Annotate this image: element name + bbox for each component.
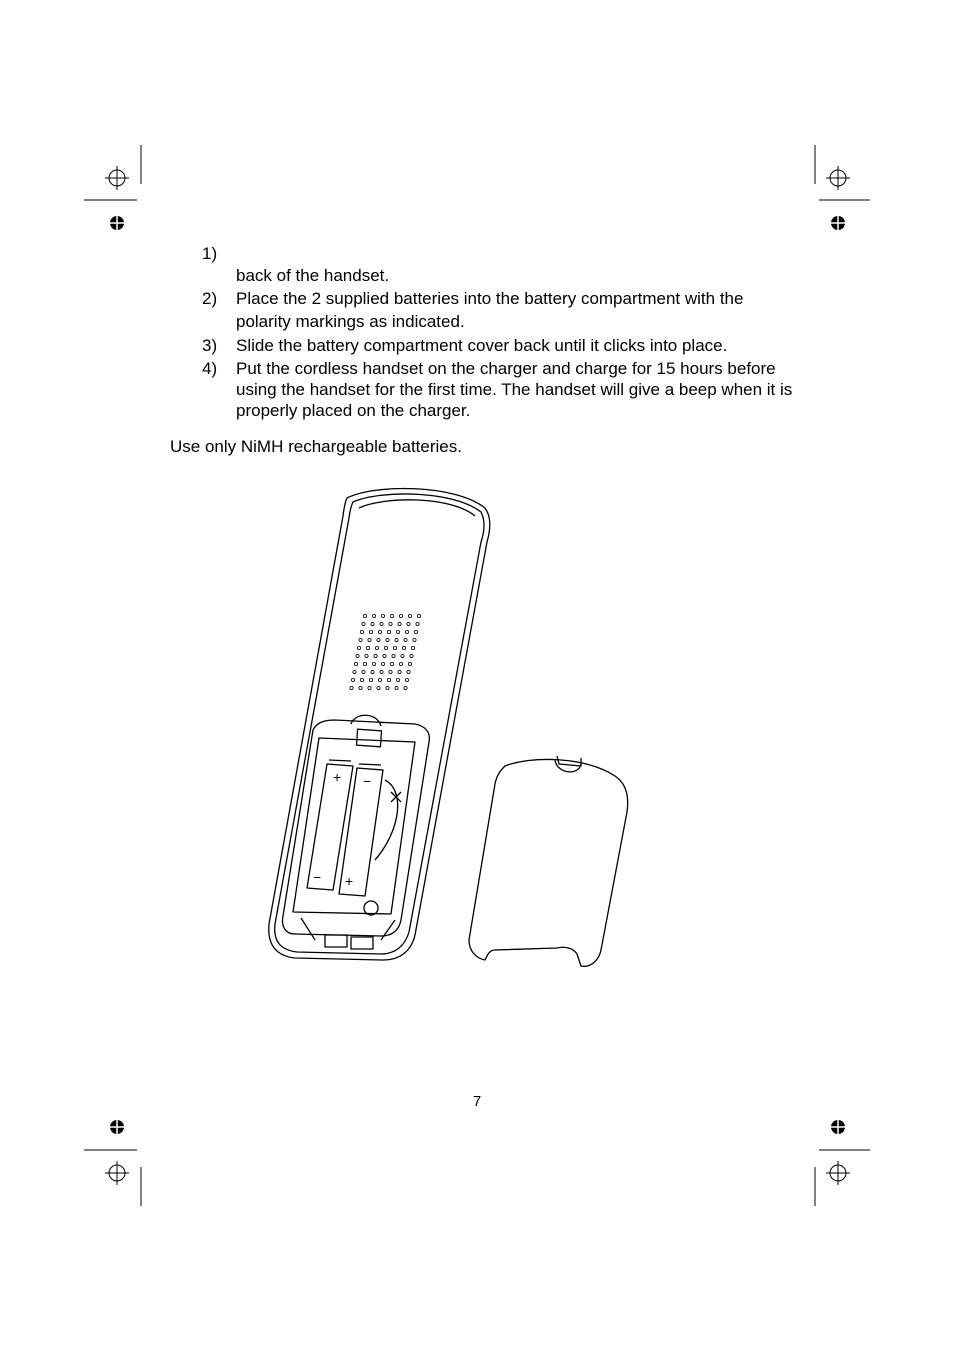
step-text: Put the cordless handset on the charger and charge for 15 hours before using the handset for the first time. The handset will give a beep when it is properly placed on the charger. [236,359,793,420]
battery-compartment [283,720,430,936]
step-2 [202,287,802,333]
battery-plus-sign: + [345,873,354,889]
step-3 [202,335,802,356]
step-number: 4) [202,359,218,378]
step-number: 1) [202,244,218,263]
page-number: 7 [472,1093,482,1110]
battery-cover [469,756,628,966]
step-number: 3) [202,336,218,355]
speaker-grille [350,614,421,689]
battery-minus-sign: − [313,869,322,885]
registration-mark-bottom-right [805,1110,875,1210]
step-number: 2) [202,289,218,308]
step-text: Slide the battery compartment cover back until it clicks into place. [236,336,728,355]
registration-mark-top-right [805,140,875,240]
battery-minus-sign: − [363,773,372,789]
registration-mark-bottom-left [80,1110,150,1210]
instruction-steps [202,243,802,421]
step-4 [202,358,802,421]
handset-body [269,489,490,960]
step-text: back of the handset. [236,266,390,285]
step-text: Place the 2 supplied batteries into the battery compartment with the polarity markings as indicated. [236,289,744,331]
registration-mark-top-left [80,140,150,240]
handset-battery-illustration [255,480,655,985]
battery-note: Use only NiMH rechargeable batteries. [170,437,462,456]
step-1 [202,243,802,287]
battery-plus-sign: + [333,769,342,785]
